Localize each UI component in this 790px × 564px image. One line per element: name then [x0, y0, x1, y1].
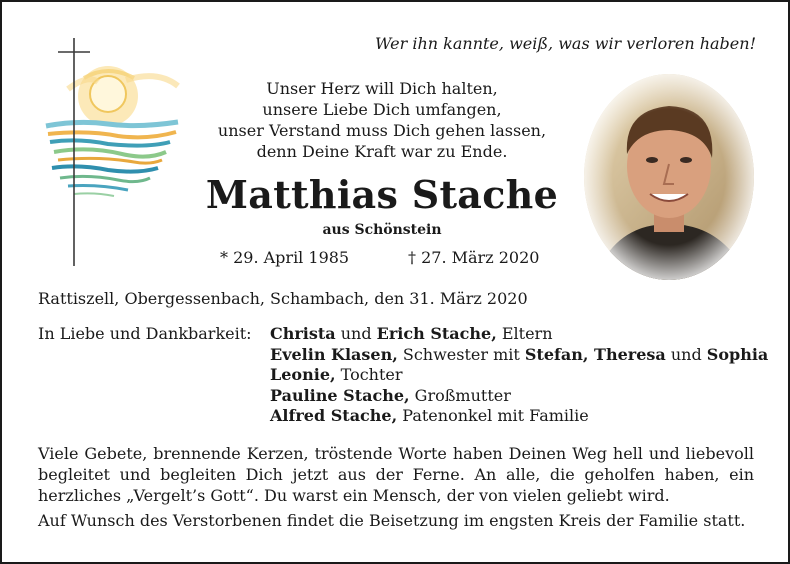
deceased-name: Matthias Stache	[205, 172, 559, 217]
cross-sunset-artwork	[38, 34, 186, 270]
funeral-notice: Auf Wunsch des Verstorbenen findet die Beisetzung im engsten Kreis der Familie statt.	[38, 511, 746, 530]
mourner-relation: Eltern	[496, 324, 553, 343]
verse-line: unser Verstand muss Dich gehen lassen,	[217, 121, 547, 140]
verse	[202, 78, 562, 162]
origin-line: aus Schönstein	[322, 222, 442, 238]
verse-line: unsere Liebe Dich umfangen,	[262, 100, 502, 119]
mourner-text: Schwester mit	[397, 344, 525, 364]
memorial-quote: Wer ihn kannte, weiß, was wir verloren haben!	[375, 34, 756, 53]
thanks-paragraph: Viele Gebete, brennende Kerzen, tröstende Worte haben Deinen Weg hell und liebevoll begleitet und begleiten Dich jetzt aus der Ferne. An alle, die geholfen haben, ein herzliches „Vergelt’s Gott“. Du warst ein Mensch, der von vielen geliebt wird.	[38, 444, 754, 505]
mourner-name: Christa	[270, 324, 336, 343]
verse-line: denn Deine Kraft war zu Ende.	[256, 142, 508, 161]
mourner-line	[270, 386, 768, 407]
mourner-name: Alfred Stache,	[270, 406, 398, 425]
mourner-name: Sophia	[706, 344, 769, 364]
mourner-name: Evelin Klasen,	[270, 344, 398, 364]
mourner-relation: Großmutter	[409, 385, 511, 405]
death-date: † 27. März 2020	[408, 248, 540, 267]
mourner-relation: Patenonkel mit Familie	[397, 406, 589, 425]
portrait-photo	[584, 74, 754, 280]
mourner-text: und	[665, 344, 707, 364]
verse-line: Unser Herz will Dich halten,	[266, 79, 498, 98]
mourner-line	[270, 365, 768, 386]
mourners-list	[270, 324, 768, 427]
mourner-line	[270, 345, 768, 366]
mourner-line	[270, 406, 768, 427]
mourner-relation: Tochter	[335, 365, 403, 384]
mourner-name: Leonie,	[270, 365, 336, 384]
mourner-text: und	[335, 324, 377, 343]
mourners-heading: In Liebe und Dankbarkeit:	[38, 324, 252, 343]
place-and-date: Rattiszell, Obergessenbach, Schambach, den 31. März 2020	[38, 289, 528, 308]
birth-date: * 29. April 1985	[220, 248, 350, 267]
mourner-line	[270, 324, 768, 345]
mourner-name: Erich Stache,	[376, 324, 497, 343]
mourner-name: Pauline Stache,	[270, 385, 410, 405]
mourner-name: Stefan, Theresa	[524, 344, 666, 364]
